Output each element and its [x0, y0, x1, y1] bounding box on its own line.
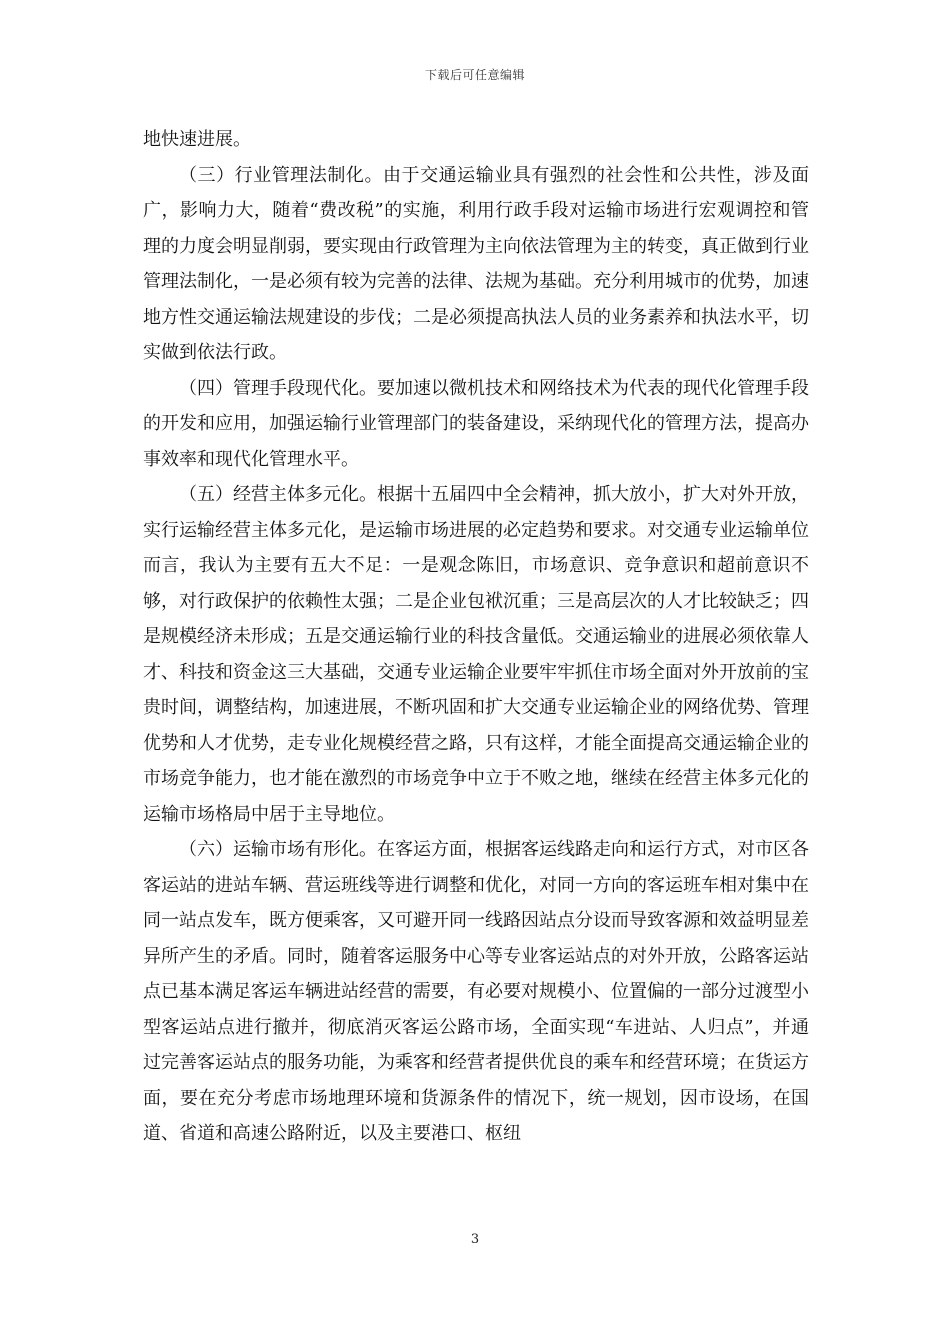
paragraph-section-4: （四）管理手段现代化。要加速以微机技术和网络技术为代表的现代化管理手段的开发和应用，加强运输行业管理部门的装备建设，采纳现代化的管理方法，提高办事效率和现代化管理水平。 [143, 377, 809, 470]
paragraph-section-5: （五）经营主体多元化。根据十五届四中全会精神，抓大放小，扩大对外开放，实行运输经营主体多元化，是运输市场进展的必定趋势和要求。对交通专业运输单位而言，我认为主要有五大不足：一是观念陈旧，市场意识、竞争意识和超前意识不够，对行政保护的依赖性太强；二是企业包袱沉重；三是高层次的人才比较缺乏；四是规模经济未形成；五是交通运输行业的科技含量低。交通运输业的进展必须依靠人才、科技和资金这三大基础，交通专业运输企业要牢牢抓住市场全面对外开放前的宝贵时间，调整结构，加速进展，不断巩固和扩大交通专业运输企业的网络优势、管理优势和人才优势，走专业化规模经营之路，只有这样，才能全面提高交通运输企业的市场竞争能力，也才能在激烈的市场竞争中立于不败之地，继续在经营主体多元化的运输市场格局中居于主导地位。 [143, 484, 809, 825]
paragraph-section-3: （三）行业管理法制化。由于交通运输业具有强烈的社会性和公共性，涉及面广，影响力大，随着“费改税”的实施，利用行政手段对运输市场进行宏观调控和管理的力度会明显削弱，要实现由行政管理为主向依法管理为主的转变，真正做到行业管理法制化，一是必须有较为完善的法律、法规为基础。充分利用城市的优势，加速地方性交通运输法规建设的步伐；二是必须提高执法人员的业务素养和执法水平，切实做到依法行政。 [143, 164, 809, 363]
page-header: 下载后可任意编辑 [424, 68, 525, 82]
paragraph-continuation: 地快速进展。 [143, 129, 251, 150]
document-body [143, 122, 809, 1152]
page-number: 3 [470, 1232, 480, 1247]
paragraph-section-6: （六）运输市场有形化。在客运方面，根据客运线路走向和运行方式，对市区各客运站的进站车辆、营运班线等进行调整和优化，对同一方向的客运班车相对集中在同一站点发车，既方便乘客，又可避开同一线路因站点分设而导致客源和效益明显差异所产生的矛盾。同时，随着客运服务中心等专业客运站点的对外开放，公路客运站点已基本满足客运车辆进站经营的需要，有必要对规模小、位置偏的一部分过渡型小型客运站点进行撤并，彻底消灭客运公路市场，全面实现“车进站、人归点”，并通过完善客运站点的服务功能，为乘客和经营者提供优良的乘车和经营环境；在货运方面，要在充分考虑市场地理环境和货源条件的情况下，统一规划，因市设场，在国道、省道和高速公路附近，以及主要港口、枢纽 [143, 839, 809, 1144]
